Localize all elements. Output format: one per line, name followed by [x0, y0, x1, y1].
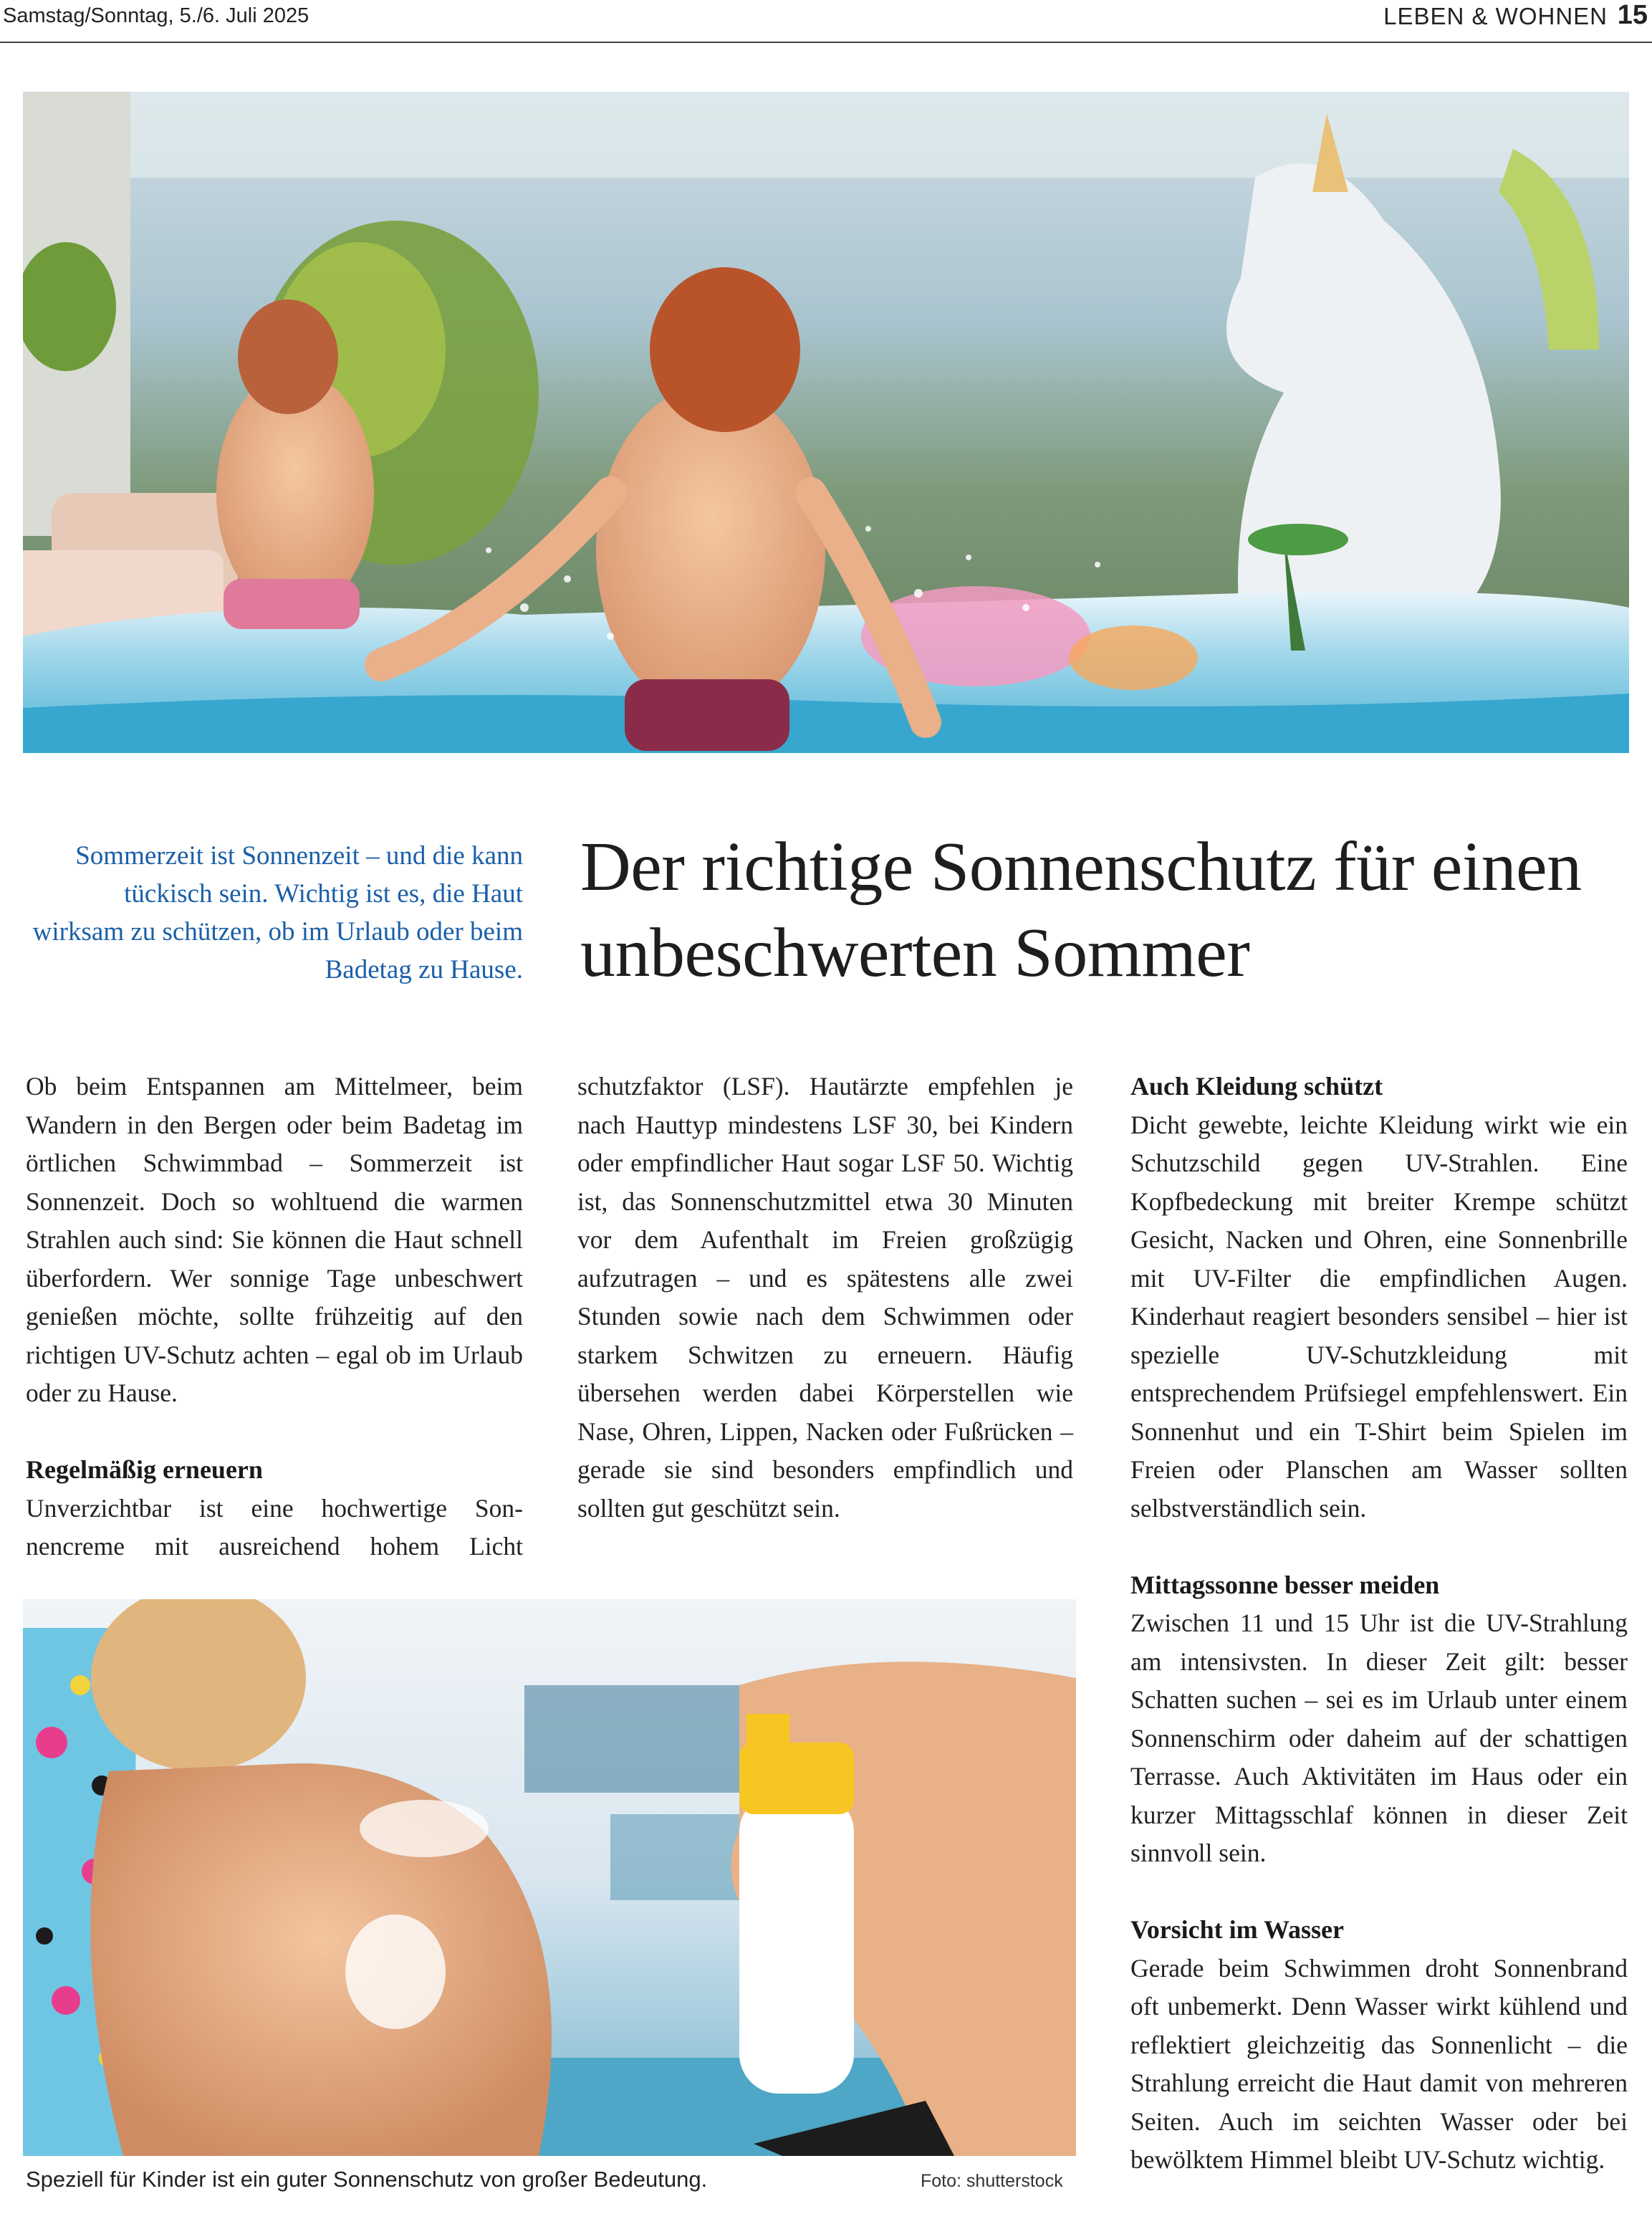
photo-sunscreen-child: [23, 1599, 1076, 2156]
col1-paragraph-2: Unverzichtbar ist eine hochwertige Sonnencreme mit ausreichend hohem Licht: [26, 1493, 523, 1561]
sunscreen-photo-illustration: [23, 1599, 1076, 2156]
col3-paragraph-3: Gerade beim Schwimmen droht Sonnenbrand oft unbemerkt. Denn Wasser wirkt kühlend und reflektiert gleichzeitig das Sonnenlicht – die Strahlung erreicht die Haut damit von mehreren Seiten. Auch im seichten Wasser oder bei bewölktem Himmel bleibt UV-Schutz wichtig.: [1130, 1953, 1628, 2174]
col3-paragraph-1: Dicht gewebte, leichte Kleidung wirkt wie ein Schutzschild gegen UV-Strahlen. Eine Kopfbedeckung mit breiter Krempe schützt Gesicht, Nacken und Ohren, eine Sonnenbrille mit UV-Filter die empfindlichen Augen. Kinderhaut reagiert besonders sensibel – hier ist spezielle UV-Schutzkleidung mit entsprechendem Prüfsiegel empfehlenswert. Ein Sonnenhut und ein T-Shirt beim Spielen im Freien oder Planschen am Wasser sollten selbstverständlich sein.: [1130, 1110, 1628, 1523]
hero-photo-illustration: [23, 92, 1629, 753]
col3-subheading-kleidung: Auch Kleidung schützt: [1130, 1072, 1383, 1101]
photo-credit: Foto: shutterstock: [921, 2171, 1063, 2191]
col2-paragraph-1: schutzfaktor (LSF). Hautärzte empfehlen je nach Hauttyp mindestens LSF 30, bei Kindern oder empfindlicher Haut sogar LSF 50. Wichtig ist, das Sonnenschutzmittel etwa 30 Minuten vor dem Aufenthalt im Freien großzügig aufzutragen – und es spätestens alle zwei Stunden sowie nach dem Schwimmen oder starkem Schwitzen zu erneuern. Häufig übersehen werden dabei Körperstellen wie Nase, Ohren, Lippen, Nacken oder Fußrücken – gerade sie sind besonders empfindlich und sollten gut geschützt sein.: [577, 1072, 1073, 1523]
issue-date: Samstag/Sonntag, 5./6. Juli 2025: [3, 4, 309, 27]
article-column-1: [26, 1068, 523, 1566]
page-number: 15: [1617, 0, 1648, 30]
photo-caption: Speziell für Kinder ist ein guter Sonnenschutz von großer Bedeutung.: [26, 2167, 708, 2192]
hero-photo-children-pool: [23, 92, 1629, 753]
article-column-3: [1130, 1068, 1628, 2180]
article-lead: Sommerzeit ist Sonnenzeit – und die kann tückisch sein. Wichtig ist es, die Haut wirksam zu schützen, ob im Urlaub oder beim Badetag zu Hause.: [32, 841, 523, 984]
col1-paragraph-intro: Ob beim Entspannen am Mittelmeer, beim Wandern in den Bergen oder beim Badetag im örtlichen Schwimmbad – Sommerzeit ist Sonnenzeit. Doch so wohltuend die warmen Strahlen auch sind: Sie können die Haut schnell überfordern. Wer sonnige Tage unbeschwert genießen möchte, sollte frühzeitig auf den richtigen UV-Schutz achten – egal ob im Urlaub oder zu Hause.: [26, 1072, 523, 1407]
col3-subheading-wasser: Vorsicht im Wasser: [1130, 1915, 1345, 1944]
article-headline: Der richtige Sonnenschutz für einen unbeschwerten Sommer: [580, 828, 1582, 992]
col3-paragraph-2: Zwischen 11 und 15 Uhr ist die UV-Strahlung am intensivsten. In dieser Zeit gilt: besser Schatten suchen – sei es im Urlaub unter einem Sonnenschirm oder daheim auf der schattigen Terrasse. Auch Aktivitäten im Haus oder ein kurzer Mittagsschlaf können in dieser Zeit sinnvoll sein.: [1130, 1609, 1628, 1867]
article-column-2: [577, 1068, 1073, 1528]
col3-subheading-mittagssonne: Mittagssonne besser meiden: [1130, 1570, 1440, 1599]
page-header: [0, 0, 1652, 43]
col1-subheading-regelmaessig: Regelmäßig erneuern: [26, 1455, 263, 1484]
section-title: LEBEN & WOHNEN: [1383, 3, 1608, 29]
